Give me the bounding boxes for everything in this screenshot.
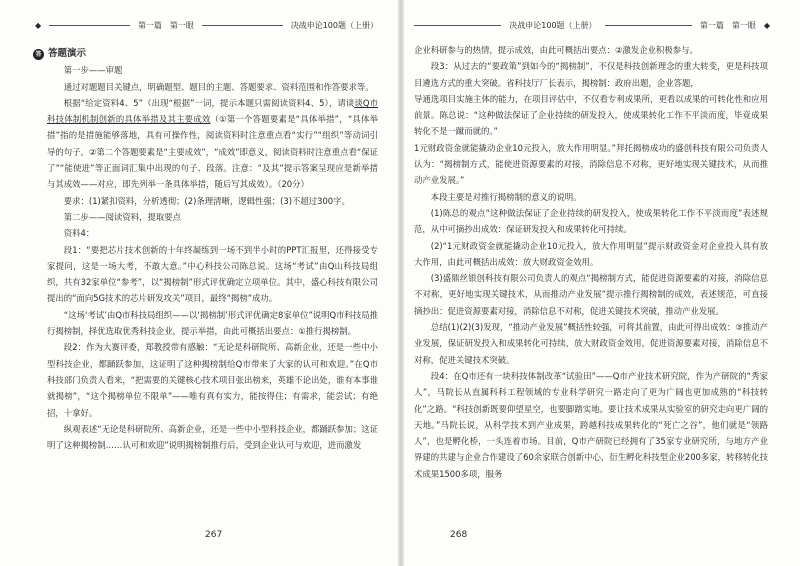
paragraph: 段1：“要把芯片技术创新的十年终凝练到一场不到半小时的PPT汇报里，还得接受专家提问，这是一场大考，不敢大意。”中心科技公司陈总说。这场“考试”由Q山科技局组织，共有32家单位“参考”，以“揭榜制”形式评优确定立项单位。其中，盛心科技有限公司提出的“面向5G技术的芯片研发攻关”项目，最终“揭榜”成功。 <box>47 244 378 304</box>
paragraph: 导通选项目实施主体的能力，在项目评估中，不仅看专利成果所，更看以成果的可转化性和应用前景。陈总说：“这种做法保证了企业持续的研发投入，使成果转化工作不平淡而度，毕竟成果转化不是一蹴而就的。” <box>414 93 768 137</box>
paragraph: 纵观表述“无论是科研院所、高新企业，还是一些中小型科技企业，都踊跃参加；这证明了这种揭榜制……认可和欢迎”说明揭榜制推行后，受到企业认可与欢迎，进而激发 <box>47 423 379 451</box>
paragraph: 总结(1)(2)(3)发现，“推动产业发展”概括性较强，可将其前置，由此可得出成效：③推动产业发展，保证研发投入和成果转化可持续，放大财政资金效用，促进资源要素对接，消除信息不对称，促进关键技术突破。 <box>414 322 768 365</box>
running-header <box>35 18 378 32</box>
paragraph: 要求：(1)紧扣资料，分析透彻；(2)条理清晰，逻辑性强；(3)不超过300字。 <box>63 195 350 206</box>
running-header <box>414 18 770 32</box>
step-title: 第二步——阅读资料，提取要点 <box>63 211 182 222</box>
right-page-content <box>414 42 768 482</box>
header-rule <box>414 25 501 26</box>
header-rule <box>49 25 130 26</box>
paragraph: 企业科研参与的热情，提示成效，由此可概括出要点：②激发企业积极参与。 <box>414 45 698 55</box>
paragraph <box>47 95 378 193</box>
left-page <box>0 0 398 566</box>
paragraph-text: （①第一个答题要素是“具体举措”，“具体举措”指的是措施能够落地，具有可操作性，阅读资料时注意重点看“实行”“组织”等动词引导的句子。②第二个答题要素是“主要成效”，“成效”即意义，阅读资料时注意重点看“保证了”“能使进”等正面词汇集中出现的句子、段落。注意：“及其”提示答案呈现应是新举措与其成效——对应，即先列举一条具体举措，随后写其成效）。（20分） <box>47 114 378 190</box>
page-number: 267 <box>205 530 223 540</box>
header-chapter: 第一篇 第一眼 <box>137 20 194 30</box>
material-label: 资料4： <box>63 228 95 239</box>
paragraph: 1元财政资金就能撬动企业10元投入，放大作用明显。”拜托揭榜成功的盛创科技有限公司负责人认为：“揭榜制方式，能使进资源要素的对接，消除信息不对称，更好地实现关键技术，从而推动产业发展。” <box>414 142 768 186</box>
paragraph: 段2：作为大赛评委，郑教授带有感触：“无论是科研院所、高新企业，还是一些中小型科技企业，都踊跃参加，这证明了这种揭榜制给Q市带来了大家的认可和欢迎。”在Q市科技部门负责人看来，“把需要的关键核心技术项目张出榜来，英雄不论出处，谁有本事谁就揭榜”，“这个揭榜单位不限单”——唯有真有实力，能按得住；有需求，能尝试；有绝招，十拿好。 <box>47 342 378 418</box>
header-diamond-icon: ◆ <box>35 20 42 30</box>
section-title-text: 答题演示 <box>48 48 87 59</box>
paragraph: 段4：在Q市还有一块科技体制改革“试验田”——Q市产业技术研究院，作为产研院的“秀家人”，马院长从直属科科工程领域的专业科学研究一路走向了更为广阔也更加成熟的“科技转化”之路。“科技创新既要仰望星空，也要脚踏实地。要让技术成果从实验室的研究走向更广阔的天地。”马院长说，从科学技术到产业成果，跨越科技成果转化的“死亡之谷”，他们就是“领路人”，也是孵化桥，一头连着市场。目前，Q市产研院已经拥有了35家专业研究所，与地方产业界建的共建与企业合作建设了60余家联合创新中心，衍生孵化科技型企业200多家，转移转化技术成果1500多项，服务 <box>414 370 768 479</box>
paragraph: 段3：从过去的“要政策”到如今的“揭榜制”，不仅是科技创新理念的重大转变，更是科技项目遴选方式的重大突破。省科技厅厂长表示，揭榜制：政府出题，企业答题， <box>414 61 768 88</box>
paragraph: (2)“1元财政资金就能撬动企业10元投入，放大作用明显”提示财政资金对企业投入具有放大作用，由此可概括出成效：放大财政资金效用。 <box>414 240 768 267</box>
paragraph: “这场‘考试’由Q市科技局组织——以‘揭榜制’形式评优确定8家单位”说明Q市科技局推行揭榜制，择优选取优秀科技企业，提示举措，由此可概括出要点：①推行揭榜制。 <box>47 309 379 337</box>
header-chapter: 第一篇 第一眼 <box>699 20 756 30</box>
header-book-title: 决战申论100题（上册） <box>290 20 378 30</box>
paragraph: (1)陈总的观点“这种做法保证了企业持续的研发投入，使成果转化工作不平淡而度”表述规范，从中可摘抄出成效：保证研发投入和成果转化可持续。 <box>414 207 768 235</box>
paragraph-text: 根据“给定资料4、5”（出现“根据”一词，提示本题只需阅读资料4、5），请谈 <box>63 97 355 108</box>
left-page-content <box>35 46 379 453</box>
paragraph: (3)盛鼎丝银创科技有限公司负责人的观点“揭榜制方式，能促进资源要素的对接，消除信息不对称，更好地实现关键技术，从而推动产业发展”提示推行揭榜制的成效，表述规范，可直接摘抄出：促进资源要素对接，消除信息不对称，促进关键技术突破，推动产业发展。 <box>414 273 768 316</box>
step-title: 第一步——审题 <box>63 65 123 76</box>
header-book-title: 决战申论100题（上册） <box>509 20 597 30</box>
paragraph: 通过对题题目关键点，明确题型、题目的主题、答题要求、资料范围和作答要求等。 <box>63 81 374 92</box>
header-diamond-icon: ◆ <box>763 20 770 30</box>
header-rule <box>605 25 692 26</box>
paragraph: 本段主要是对推行揭榜制的意义的说明。 <box>430 191 582 202</box>
page-number: 268 <box>450 530 468 540</box>
answer-badge-icon: 答 <box>33 49 44 60</box>
right-page <box>404 0 800 566</box>
header-rule <box>202 25 283 26</box>
section-title <box>33 46 378 62</box>
underlined-text: 谈Q市科技体制机制创新的具体举措及其主要成效 <box>47 97 378 125</box>
